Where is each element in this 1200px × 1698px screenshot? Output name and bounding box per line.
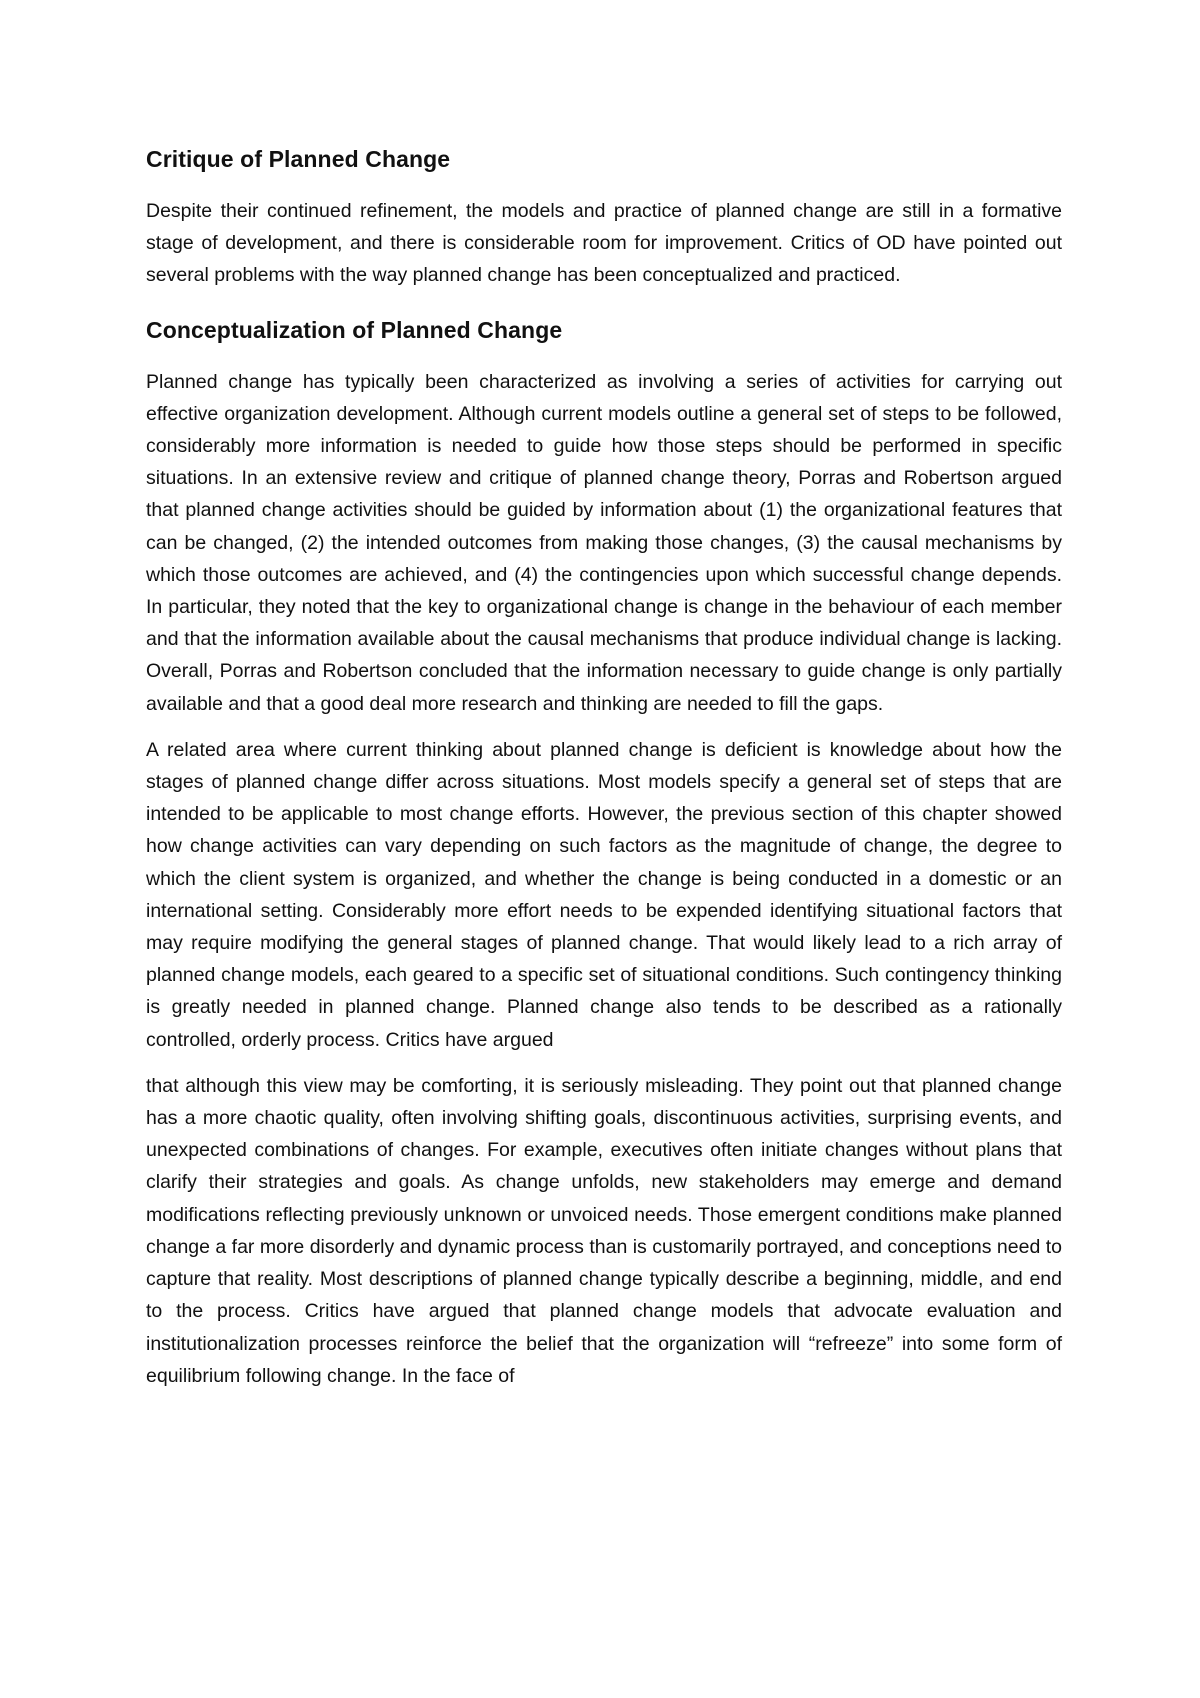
section-heading-conceptualization: Conceptualization of Planned Change [146,316,563,343]
paragraph-conceptualization-1: Planned change has typically been characterized as involving a series of activities for carrying out effective organization development. Although current models outline a general set of steps to be followed, considerably more information is needed to guide how those steps should be performed in specific situations. In an extensive review and critique of planned change theory, Porras and Robertson argued that planned change activities should be guided by information about (1) the organizational features that can be changed, (2) the intended outcomes from making those changes, (3) the causal mechanisms by which those outcomes are achieved, and (4) the contingencies upon which successful change depends. In particular, they noted that the key to organizational change is change in the behaviour of each member and that the information available about the causal mechanisms that produce individual change is lacking. Overall, Porras and Robertson concluded that the information necessary to guide change is only partially available and that a good deal more research and thinking are needed to fill the gaps. [146,370,1062,715]
paragraph-conceptualization-2: A related area where current thinking about planned change is deficient is knowledge about how the stages of planned change differ across situations. Most models specify a general set of steps that are intended to be applicable to most change efforts. However, the previous section of this chapter showed how change activities can vary depending on such factors as the magnitude of change, the degree to which the client system is organized, and whether the change is being conducted in a domestic or an international setting. Considerably more effort needs to be expended identifying situational factors that may require modifying the general stages of planned change. That would likely lead to a rich array of planned change models, each geared to a specific set of situational conditions. Such contingency thinking is greatly needed in planned change. Planned change also tends to be described as a rationally controlled, orderly process. Critics have argued [146,738,1062,1051]
paragraph-critique: Despite their continued refinement, the models and practice of planned change are still in a formative stage of development, and there is considerable room for improvement. Critics of OD have pointed out several problems with the way planned change has been conceptualized and practiced. [146,200,1062,287]
paragraph-conceptualization-3: that although this view may be comforting, it is seriously misleading. They point out that planned change has a more chaotic quality, often involving shifting goals, discontinuous activities, surprising events, and unexpected combinations of changes. For example, executives often initiate changes without plans that clarify their strategies and goals. As change unfolds, new stakeholders may emerge and demand modifications reflecting previously unknown or unvoiced needs. Those emergent conditions make planned change a far more disorderly and dynamic process than is customarily portrayed, and conceptions need to capture that reality. Most descriptions of planned change typically describe a beginning, middle, and end to the process. Critics have argued that planned change models that advocate evaluation and institutionalization processes reinforce the belief that the organization will “refreeze” into some form of equilibrium following change. In the face of [146,1074,1062,1387]
section-heading-critique: Critique of Planned Change [146,146,451,172]
document-page [146,146,1062,1406]
